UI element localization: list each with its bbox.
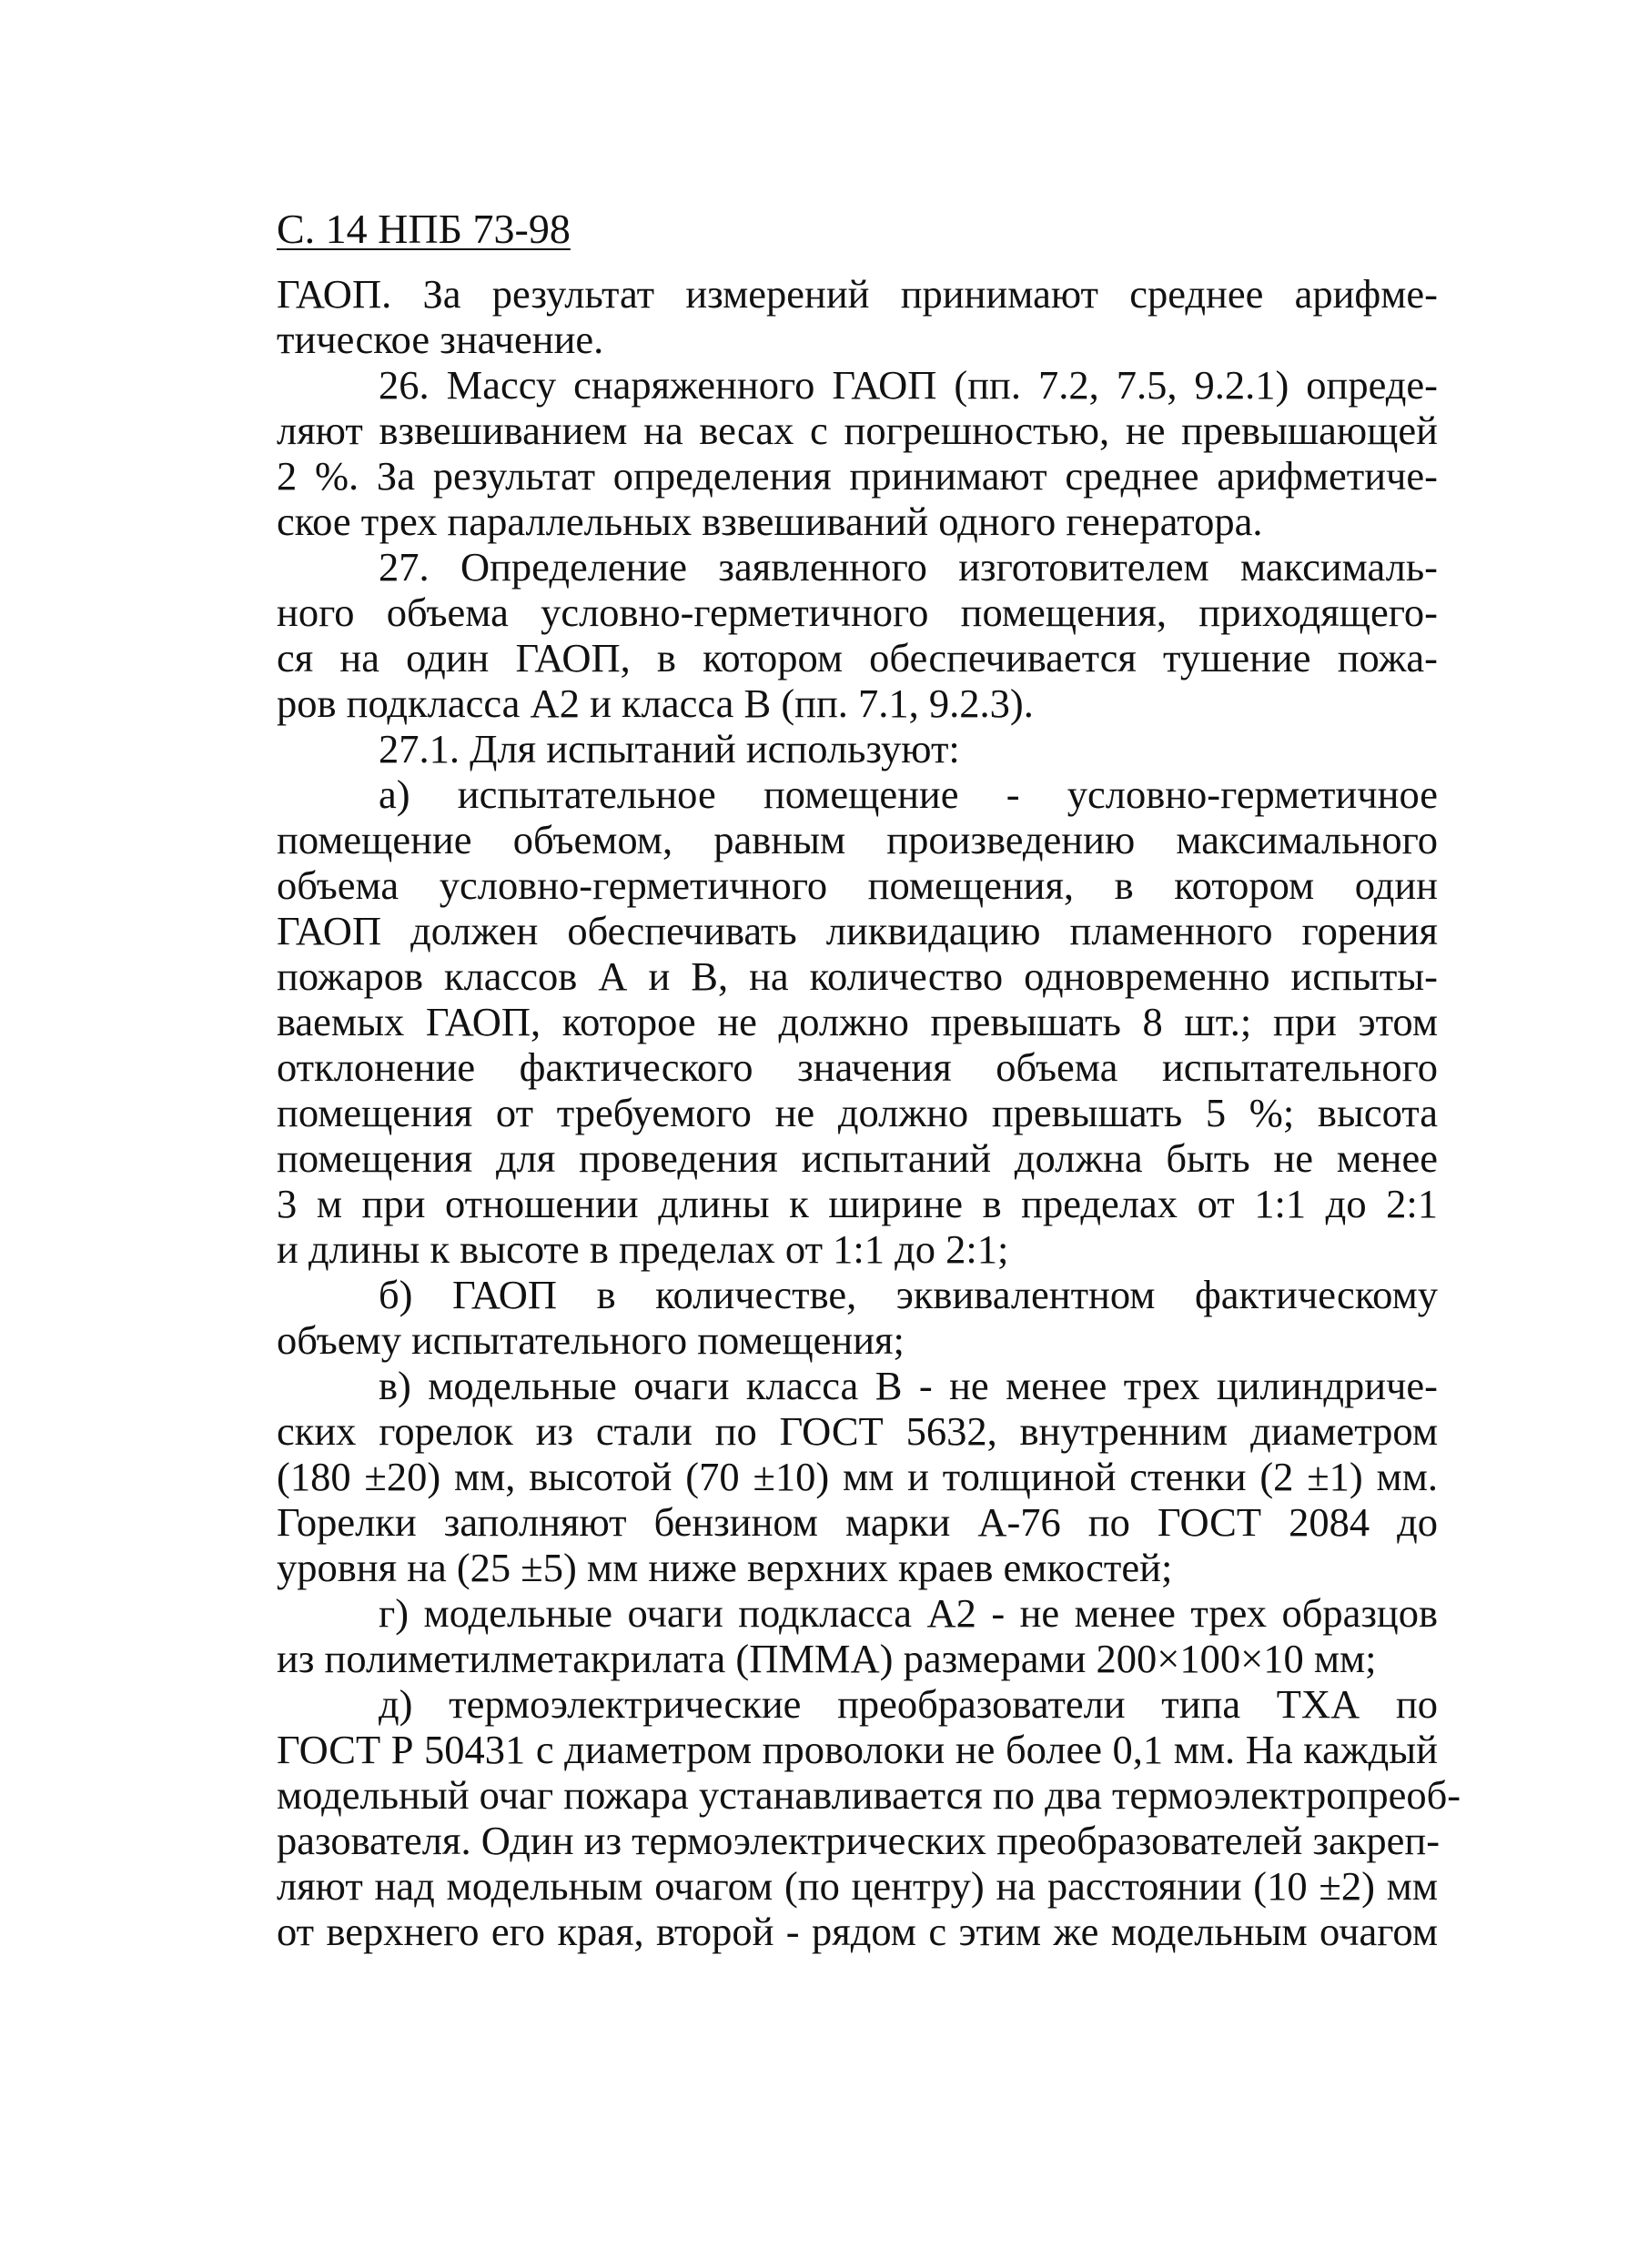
text-line: ских горелок из стали по ГОСТ 5632, внутренним диаметром: [277, 1408, 1438, 1454]
text-line: помещения от требуемого не должно превышать 5 %; высота: [277, 1090, 1438, 1135]
text-line: помещения для проведения испытаний должна быть не менее: [277, 1135, 1438, 1181]
text-line: (180 ±20) мм, высотой (70 ±10) мм и толщиной стенки (2 ±1) мм.: [277, 1454, 1438, 1499]
text-line: ваемых ГАОП, которое не должно превышать 8 шт.; при этом: [277, 999, 1438, 1044]
text-line: 26. Массу снаряженного ГАОП (пп. 7.2, 7.5, 9.2.1) опреде-: [379, 362, 1438, 408]
text-line: 3 м при отношении длины к ширине в пределах от 1:1 до 2:1: [277, 1181, 1438, 1226]
text-line: от верхнего его края, второй - рядом с этим же модельным очагом: [277, 1909, 1438, 1954]
text-line: ГАОП. За результат измерений принимают среднее арифме-: [277, 271, 1438, 317]
text-line: 27.1. Для испытаний используют:: [379, 726, 960, 771]
text-line: пожаров классов А и В, на количество одновременно испыты-: [277, 953, 1438, 999]
text-line: ляют взвешиванием на весах с погрешностью, не превышающей: [277, 408, 1438, 453]
text-line: отклонение фактического значения объема испытательного: [277, 1044, 1438, 1090]
text-line: г) модельные очаги подкласса А2 - не менее трех образцов: [379, 1590, 1438, 1636]
text-line: из полиметилметакрилата (ПММА) размерами 200×100×10 мм;: [277, 1636, 1377, 1681]
text-line: Горелки заполняют бензином марки А-76 по ГОСТ 2084 до: [277, 1499, 1438, 1545]
text-line: в) модельные очаги класса В - не менее трех цилиндриче-: [379, 1363, 1438, 1408]
document-page: [277, 204, 1461, 1954]
text-line: ся на один ГАОП, в котором обеспечивается тушение пожа-: [277, 635, 1438, 680]
text-line: объема условно-герметичного помещения, в котором один: [277, 862, 1438, 908]
text-line: д) термоэлектрические преобразователи типа ТХА по: [379, 1681, 1438, 1727]
text-line: б) ГАОП в количестве, эквивалентном фактическому: [379, 1272, 1438, 1317]
text-line: тическое значение.: [277, 317, 604, 362]
page-header: С. 14 НПБ 73-98: [277, 206, 571, 252]
text-line: а) испытательное помещение - условно-герметичное: [379, 771, 1438, 817]
text-line: модельный очаг пожара устанавливается по два термоэлектропреоб-: [277, 1772, 1461, 1818]
text-line: 27. Определение заявленного изготовителем максималь-: [379, 544, 1438, 590]
text-line: 2 %. За результат определения принимают среднее арифметиче-: [277, 453, 1438, 499]
body-text: [277, 271, 1461, 1954]
text-line: уровня на (25 ±5) мм ниже верхних краев емкостей;: [277, 1545, 1173, 1590]
text-line: ляют над модельным очагом (по центру) на расстоянии (10 ±2) мм: [277, 1863, 1438, 1909]
text-line: ГОСТ Р 50431 с диаметром проволоки не более 0,1 мм. На каждый: [277, 1727, 1438, 1772]
text-line: ного объема условно-герметичного помещения, приходящего-: [277, 590, 1438, 635]
text-line: и длины к высоте в пределах от 1:1 до 2:1;: [277, 1226, 1009, 1272]
text-line: ское трех параллельных взвешиваний одного генератора.: [277, 499, 1263, 544]
text-line: объему испытательного помещения;: [277, 1317, 905, 1363]
text-line: помещение объемом, равным произведению максимального: [277, 817, 1438, 862]
text-line: ров подкласса А2 и класса В (пп. 7.1, 9.2.3).: [277, 680, 1034, 726]
text-line: ГАОП должен обеспечивать ликвидацию пламенного горения: [277, 908, 1438, 953]
text-line: разователя. Один из термоэлектрических преобразователей закреп-: [277, 1818, 1441, 1863]
